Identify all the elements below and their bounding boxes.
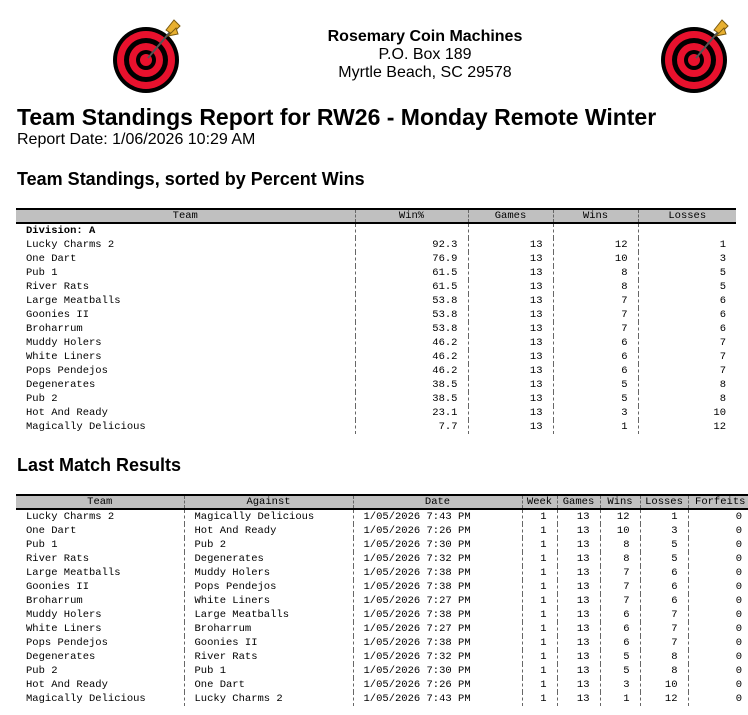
win-percent-cell: 92.3 xyxy=(355,238,468,252)
last-match-table xyxy=(16,494,748,706)
week-cell: 1 xyxy=(522,566,557,580)
table-row xyxy=(16,322,736,336)
dartboard-target-icon xyxy=(108,14,188,94)
games-cell: 13 xyxy=(468,406,553,420)
losses-cell: 7 xyxy=(640,622,688,636)
forfeits-cell: 0 xyxy=(688,509,748,524)
forfeits-cell: 0 xyxy=(688,594,748,608)
table-row xyxy=(16,294,736,308)
games-cell: 13 xyxy=(557,566,600,580)
against-cell: Lucky Charms 2 xyxy=(184,692,353,706)
games-cell: 13 xyxy=(557,538,600,552)
losses-cell: 5 xyxy=(638,280,736,294)
games-cell: 13 xyxy=(468,336,553,350)
wins-cell: 7 xyxy=(553,322,638,336)
week-cell: 1 xyxy=(522,552,557,566)
games-cell: 13 xyxy=(557,552,600,566)
forfeits-cell: 0 xyxy=(688,524,748,538)
wins-cell: 1 xyxy=(600,692,640,706)
dartboard-target-icon xyxy=(656,14,736,94)
date-cell: 1/05/2026 7:38 PM xyxy=(353,580,522,594)
empty-cell xyxy=(553,223,638,238)
date-cell: 1/05/2026 7:38 PM xyxy=(353,636,522,650)
forfeits-cell: 0 xyxy=(688,650,748,664)
wins-cell: 10 xyxy=(553,252,638,266)
team-name-cell: Hot And Ready xyxy=(26,407,108,419)
date-cell: 1/05/2026 7:43 PM xyxy=(353,509,522,524)
losses-cell: 5 xyxy=(640,538,688,552)
company-address-line2: Myrtle Beach, SC 29578 xyxy=(338,64,512,81)
wins-cell: 6 xyxy=(553,364,638,378)
table-row xyxy=(16,538,748,552)
against-cell: Pops Pendejos xyxy=(184,580,353,594)
empty-cell xyxy=(355,223,468,238)
standings-section-title: Team Standings, sorted by Percent Wins xyxy=(17,169,365,189)
wins-cell: 5 xyxy=(600,650,640,664)
team-name-cell: River Rats xyxy=(26,553,90,565)
against-cell: Pub 2 xyxy=(184,538,353,552)
team-name-cell: Pops Pendejos xyxy=(26,365,108,377)
table-row xyxy=(16,524,748,538)
against-cell: One Dart xyxy=(184,678,353,692)
wins-cell: 6 xyxy=(553,350,638,364)
column-header: Games xyxy=(468,209,553,223)
games-cell: 13 xyxy=(557,622,600,636)
team-name-cell: White Liners xyxy=(26,351,102,363)
division-label: Division: A xyxy=(26,225,96,237)
team-name-cell: Degenerates xyxy=(26,379,96,391)
table-row xyxy=(16,308,736,322)
losses-cell: 7 xyxy=(638,350,736,364)
losses-cell: 12 xyxy=(640,692,688,706)
games-cell: 13 xyxy=(468,322,553,336)
wins-cell: 5 xyxy=(600,664,640,678)
table-row xyxy=(16,420,736,434)
forfeits-cell: 0 xyxy=(688,552,748,566)
table-row xyxy=(16,406,736,420)
column-header: Team xyxy=(16,495,184,509)
team-name-cell: Pub 2 xyxy=(26,393,58,405)
date-cell: 1/05/2026 7:38 PM xyxy=(353,608,522,622)
team-name-cell: Goonies II xyxy=(26,581,90,593)
win-percent-cell: 46.2 xyxy=(355,350,468,364)
games-cell: 13 xyxy=(557,636,600,650)
table-row xyxy=(16,350,736,364)
date-cell: 1/05/2026 7:32 PM xyxy=(353,552,522,566)
against-cell: Broharrum xyxy=(184,622,353,636)
wins-cell: 7 xyxy=(553,308,638,322)
empty-cell xyxy=(638,223,736,238)
wins-cell: 6 xyxy=(553,336,638,350)
forfeits-cell: 0 xyxy=(688,678,748,692)
date-cell: 1/05/2026 7:30 PM xyxy=(353,538,522,552)
win-percent-cell: 76.9 xyxy=(355,252,468,266)
forfeits-cell: 0 xyxy=(688,636,748,650)
table-row xyxy=(16,678,748,692)
losses-cell: 6 xyxy=(638,322,736,336)
wins-cell: 7 xyxy=(553,294,638,308)
week-cell: 1 xyxy=(522,594,557,608)
date-cell: 1/05/2026 7:27 PM xyxy=(353,594,522,608)
table-row xyxy=(16,608,748,622)
column-header: Team xyxy=(16,209,355,223)
last-match-body xyxy=(16,509,748,706)
column-header: Losses xyxy=(640,495,688,509)
losses-cell: 6 xyxy=(638,308,736,322)
losses-cell: 1 xyxy=(640,509,688,524)
against-cell: Muddy Holers xyxy=(184,566,353,580)
wins-cell: 1 xyxy=(553,420,638,434)
report-title: Team Standings Report for RW26 - Monday Remote Winter xyxy=(17,104,657,130)
losses-cell: 5 xyxy=(638,266,736,280)
table-row xyxy=(16,650,748,664)
team-name-cell: Hot And Ready xyxy=(26,679,108,691)
losses-cell: 7 xyxy=(640,608,688,622)
losses-cell: 7 xyxy=(638,336,736,350)
win-percent-cell: 7.7 xyxy=(355,420,468,434)
losses-cell: 1 xyxy=(638,238,736,252)
table-row xyxy=(16,280,736,294)
table-row xyxy=(16,252,736,266)
date-cell: 1/05/2026 7:26 PM xyxy=(353,678,522,692)
last-match-section-title: Last Match Results xyxy=(17,455,182,475)
forfeits-cell: 0 xyxy=(688,566,748,580)
games-cell: 13 xyxy=(557,509,600,524)
win-percent-cell: 38.5 xyxy=(355,392,468,406)
win-percent-cell: 61.5 xyxy=(355,280,468,294)
win-percent-cell: 61.5 xyxy=(355,266,468,280)
company-name: Rosemary Coin Machines xyxy=(327,28,523,45)
date-cell: 1/05/2026 7:43 PM xyxy=(353,692,522,706)
column-header: Week xyxy=(522,495,557,509)
win-percent-cell: 38.5 xyxy=(355,378,468,392)
week-cell: 1 xyxy=(522,538,557,552)
week-cell: 1 xyxy=(522,608,557,622)
table-row xyxy=(16,594,748,608)
games-cell: 13 xyxy=(468,392,553,406)
team-name-cell: Pub 1 xyxy=(26,539,58,551)
column-header: Games xyxy=(557,495,600,509)
date-cell: 1/05/2026 7:27 PM xyxy=(353,622,522,636)
games-cell: 13 xyxy=(557,678,600,692)
week-cell: 1 xyxy=(522,622,557,636)
wins-cell: 6 xyxy=(600,636,640,650)
wins-cell: 5 xyxy=(553,378,638,392)
date-cell: 1/05/2026 7:32 PM xyxy=(353,650,522,664)
games-cell: 13 xyxy=(557,650,600,664)
games-cell: 13 xyxy=(557,692,600,706)
team-name-cell: One Dart xyxy=(26,253,77,265)
losses-cell: 6 xyxy=(638,294,736,308)
losses-cell: 6 xyxy=(640,580,688,594)
team-name-cell: Pub 2 xyxy=(26,665,58,677)
losses-cell: 3 xyxy=(638,252,736,266)
table-row xyxy=(16,566,748,580)
team-name-cell: River Rats xyxy=(26,281,90,293)
wins-cell: 8 xyxy=(600,538,640,552)
week-cell: 1 xyxy=(522,524,557,538)
report-date: Report Date: 1/06/2026 10:29 AM xyxy=(17,131,256,148)
forfeits-cell: 0 xyxy=(688,664,748,678)
wins-cell: 7 xyxy=(600,566,640,580)
games-cell: 13 xyxy=(468,266,553,280)
losses-cell: 6 xyxy=(640,594,688,608)
wins-cell: 3 xyxy=(600,678,640,692)
wins-cell: 6 xyxy=(600,608,640,622)
losses-cell: 7 xyxy=(638,364,736,378)
column-header: Against xyxy=(184,495,353,509)
against-cell: Hot And Ready xyxy=(184,524,353,538)
team-name-cell: Magically Delicious xyxy=(26,693,146,705)
forfeits-cell: 0 xyxy=(688,608,748,622)
week-cell: 1 xyxy=(522,692,557,706)
against-cell: Large Meatballs xyxy=(184,608,353,622)
table-row xyxy=(16,509,748,524)
games-cell: 13 xyxy=(557,608,600,622)
wins-cell: 7 xyxy=(600,580,640,594)
losses-cell: 12 xyxy=(638,420,736,434)
games-cell: 13 xyxy=(468,350,553,364)
losses-cell: 10 xyxy=(640,678,688,692)
team-name-cell: Goonies II xyxy=(26,309,90,321)
win-percent-cell: 53.8 xyxy=(355,294,468,308)
team-name-cell: Lucky Charms 2 xyxy=(26,239,115,251)
table-row xyxy=(16,266,736,280)
column-header: Forfeits xyxy=(688,495,748,509)
win-percent-cell: 23.1 xyxy=(355,406,468,420)
company-header xyxy=(250,28,600,82)
against-cell: Goonies II xyxy=(184,636,353,650)
win-percent-cell: 53.8 xyxy=(355,322,468,336)
wins-cell: 8 xyxy=(553,280,638,294)
wins-cell: 5 xyxy=(553,392,638,406)
team-name-cell: Muddy Holers xyxy=(26,609,102,621)
table-row xyxy=(16,378,736,392)
games-cell: 13 xyxy=(468,252,553,266)
games-cell: 13 xyxy=(557,664,600,678)
column-header: Losses xyxy=(638,209,736,223)
games-cell: 13 xyxy=(468,378,553,392)
against-cell: Degenerates xyxy=(184,552,353,566)
wins-cell: 6 xyxy=(600,622,640,636)
date-cell: 1/05/2026 7:26 PM xyxy=(353,524,522,538)
against-cell: White Liners xyxy=(184,594,353,608)
wins-cell: 8 xyxy=(600,552,640,566)
week-cell: 1 xyxy=(522,650,557,664)
table-row xyxy=(16,692,748,706)
forfeits-cell: 0 xyxy=(688,692,748,706)
table-row xyxy=(16,336,736,350)
week-cell: 1 xyxy=(522,509,557,524)
column-header: Wins xyxy=(553,209,638,223)
losses-cell: 5 xyxy=(640,552,688,566)
team-name-cell: Lucky Charms 2 xyxy=(26,511,115,523)
date-cell: 1/05/2026 7:38 PM xyxy=(353,566,522,580)
team-name-cell: Magically Delicious xyxy=(26,421,146,433)
forfeits-cell: 0 xyxy=(688,538,748,552)
week-cell: 1 xyxy=(522,580,557,594)
wins-cell: 10 xyxy=(600,524,640,538)
table-row xyxy=(16,636,748,650)
forfeits-cell: 0 xyxy=(688,580,748,594)
team-name-cell: Degenerates xyxy=(26,651,96,663)
team-name-cell: Large Meatballs xyxy=(26,567,121,579)
team-name-cell: Broharrum xyxy=(26,595,83,607)
forfeits-cell: 0 xyxy=(688,622,748,636)
losses-cell: 10 xyxy=(638,406,736,420)
week-cell: 1 xyxy=(522,636,557,650)
team-name-cell: White Liners xyxy=(26,623,102,635)
table-row xyxy=(16,392,736,406)
losses-cell: 8 xyxy=(638,378,736,392)
team-name-cell: Pops Pendejos xyxy=(26,637,108,649)
win-percent-cell: 46.2 xyxy=(355,364,468,378)
games-cell: 13 xyxy=(557,594,600,608)
team-name-cell: One Dart xyxy=(26,525,77,537)
table-row xyxy=(16,552,748,566)
games-cell: 13 xyxy=(468,238,553,252)
games-cell: 13 xyxy=(468,420,553,434)
column-header: Date xyxy=(353,495,522,509)
losses-cell: 7 xyxy=(640,636,688,650)
column-header: Wins xyxy=(600,495,640,509)
games-cell: 13 xyxy=(468,280,553,294)
losses-cell: 3 xyxy=(640,524,688,538)
table-row xyxy=(16,664,748,678)
losses-cell: 8 xyxy=(638,392,736,406)
column-header: Win% xyxy=(355,209,468,223)
week-cell: 1 xyxy=(522,664,557,678)
wins-cell: 3 xyxy=(553,406,638,420)
table-row xyxy=(16,622,748,636)
losses-cell: 8 xyxy=(640,650,688,664)
games-cell: 13 xyxy=(557,580,600,594)
losses-cell: 6 xyxy=(640,566,688,580)
table-row xyxy=(16,580,748,594)
standings-body xyxy=(16,223,736,434)
empty-cell xyxy=(468,223,553,238)
losses-cell: 8 xyxy=(640,664,688,678)
wins-cell: 8 xyxy=(553,266,638,280)
team-name-cell: Pub 1 xyxy=(26,267,58,279)
against-cell: Magically Delicious xyxy=(184,509,353,524)
wins-cell: 7 xyxy=(600,594,640,608)
win-percent-cell: 46.2 xyxy=(355,336,468,350)
company-address-line1: P.O. Box 189 xyxy=(378,46,472,63)
table-row xyxy=(16,364,736,378)
table-row xyxy=(16,238,736,252)
wins-cell: 12 xyxy=(600,509,640,524)
team-name-cell: Broharrum xyxy=(26,323,83,335)
week-cell: 1 xyxy=(522,678,557,692)
team-name-cell: Muddy Holers xyxy=(26,337,102,349)
date-cell: 1/05/2026 7:30 PM xyxy=(353,664,522,678)
win-percent-cell: 53.8 xyxy=(355,308,468,322)
games-cell: 13 xyxy=(557,524,600,538)
division-row xyxy=(16,223,736,238)
against-cell: Pub 1 xyxy=(184,664,353,678)
against-cell: River Rats xyxy=(184,650,353,664)
standings-table xyxy=(16,208,736,434)
games-cell: 13 xyxy=(468,308,553,322)
games-cell: 13 xyxy=(468,364,553,378)
wins-cell: 12 xyxy=(553,238,638,252)
games-cell: 13 xyxy=(468,294,553,308)
team-name-cell: Large Meatballs xyxy=(26,295,121,307)
